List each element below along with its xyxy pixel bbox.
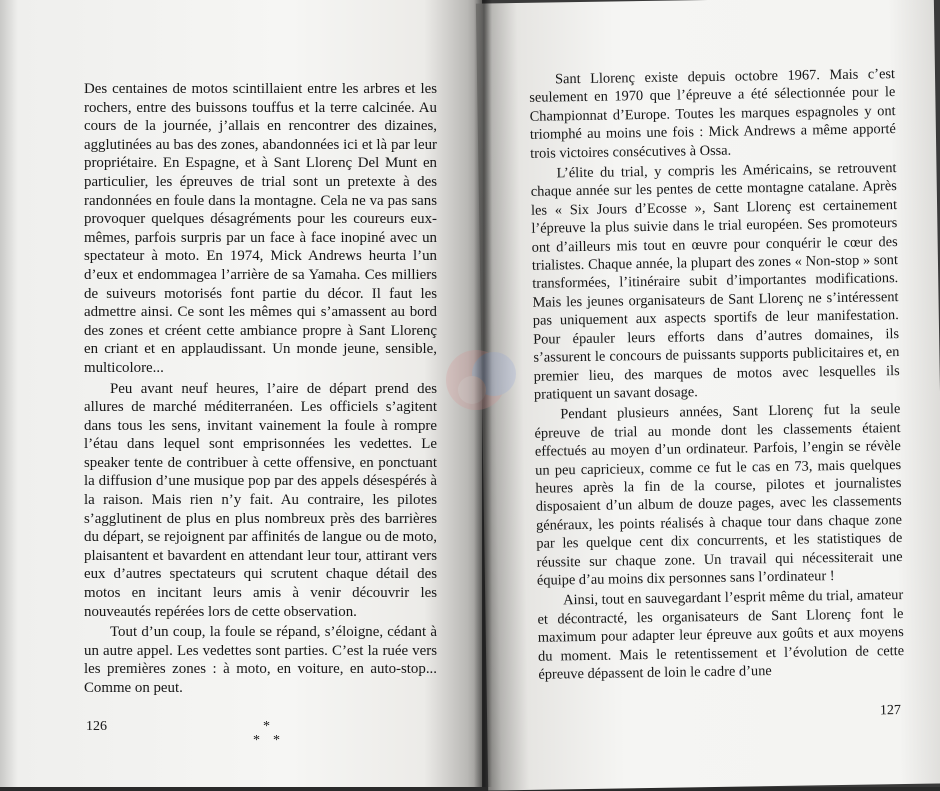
right-paragraph-2: L’élite du trial, y compris les Américains, se retrouvent chaque année sur les pentes de cette montagne catalane. Après les « Six Jours d’Ecosse », Sant Llorenç est certainement l’épreuve la plus suivie dans le trial européen. Ses promoteurs ont d’ailleurs mis tout en œuvre pour conquérir le cœur des trialistes. Chaque année, la plupart des zones « Non-stop » sont transformées, l’itinéraire subit d’importantes modifications. Mais les jeunes organisateurs de Sant Llorenç ne s’intéressent pas uniquement aux aspects sportifs de leur manifestation. Pour épauler leurs efforts dans d’autres domaines, ils s’assurent le concours de puissants supports publicitaires et, en premier lieu, des marques de motos avec lesquelles ils pratiquent un savant dosage.: [530, 160, 900, 403]
separator-top: *: [263, 718, 272, 734]
right-page: [476, 0, 940, 791]
section-separator: [84, 720, 437, 748]
left-paragraph-2: Peu avant neuf heures, l’aire de départ prend des allures de marché méditerranéen. Les officiels s’agitent dans tous les sens, invitant vainement la foule à rompre l’étau dans lequel sont emprisonnées les vedettes. Le speaker tente de contribuer à cette offensive, en ponctuant la diffusion d’une musique pop par des appels désespérés à la raison. Mais rien n’y fait. Au contraire, les pilotes s’agglutinent de plus en plus nombreux près des barrières du départ, se rejoignent par affinités de langue ou de moto, plaisantent et bavardent en attendant leur tour, attirant vers eux d’autres spectateurs qui scrutent chaque détail des motos en incitant leurs amis à venir découvrir les nouveautés repérées lors de cette observation.: [84, 380, 437, 620]
right-page-number: 127: [879, 703, 902, 719]
right-paragraph-3: Pendant plusieurs années, Sant Llorenç fut la seule épreuve de trial au monde dont les classements étaient effectués au moyen d’un ordinateur. Parfois, l’engin se révèle un peu capricieux, comme ce fut le cas en 73, mais quelques heures après la fin de la course, pilotes et journalistes disposaient d’un album de douze pages, avec les classements généraux, les points réalisés à chaque tour dans chaque zone par les quelque cent dix concurrents, et les statistiques de réussite sur chaque zone. Un travail qui nécessiterait une équipe d’au moins dix personnes sans l’ordinateur !: [534, 401, 903, 589]
left-page-number: 126: [86, 719, 107, 734]
right-paragraph-4: Ainsi, tout en sauvegardant l’esprit même du trial, amateur et décontracté, les organisateurs de Sant Llorenç font le maximum pour adapter leur épreuve aux goûts et aux moyens du moment. Mais le retentissement et l’évolution de cette épreuve dépassent de loin le cadre d’une: [537, 587, 905, 683]
left-paragraph-3: Tout d’un coup, la foule se répand, s’éloigne, cédant à un autre appel. Les vedettes sont parties. C’est la ruée vers les premières zones : à moto, en voiture, en auto-stop... Comme on peut.: [84, 624, 437, 696]
separator-bottom: * *: [253, 732, 282, 748]
book-gutter-shadow: [474, 0, 492, 787]
right-paragraph-1: Sant Llorenç existe depuis octobre 1967. Mais c’est seulement en 1970 que l’épreuve a été sélectionnée pour le Championnat d’Europe. Toutes les marques espagnoles y ont triomphé au moins une fois : Mick Andrews a même apporté trois victoires consécutives à Ossa.: [529, 66, 896, 162]
left-paragraph-1: Des centaines de motos scintillaient entre les arbres et les rochers, entre des buissons touffus et la terre calcinée. Au cours de la journée, j’allais en rencontrer des dizaines, agglutinées au bas des zones, abandonnées ici et là par leur propriétaire. En Espagne, et à Sant Llorenç Del Munt en particulier, les épreuves de trial sont un pretexte à des randonnées en foule dans la montagne. Cela ne va pas sans provoquer quelques désagréments pour les coureurs eux-mêmes, parfois surpris par un face à face inopiné avec un spectateur à moto. En 1974, Mick Andrews heurta l’un d’eux et endommagea l’arrière de sa Yamaha. Ces milliers de suiveurs motorisés font partie du décor. Il faut les admettre ainsi. Ce sont les mêmes qui s’amassent au bord des zones et créent cette ambiance propre à Sant Llorenç en criant et en applaudissant. Un monde jeune, sensible, multicolore...: [84, 81, 437, 376]
